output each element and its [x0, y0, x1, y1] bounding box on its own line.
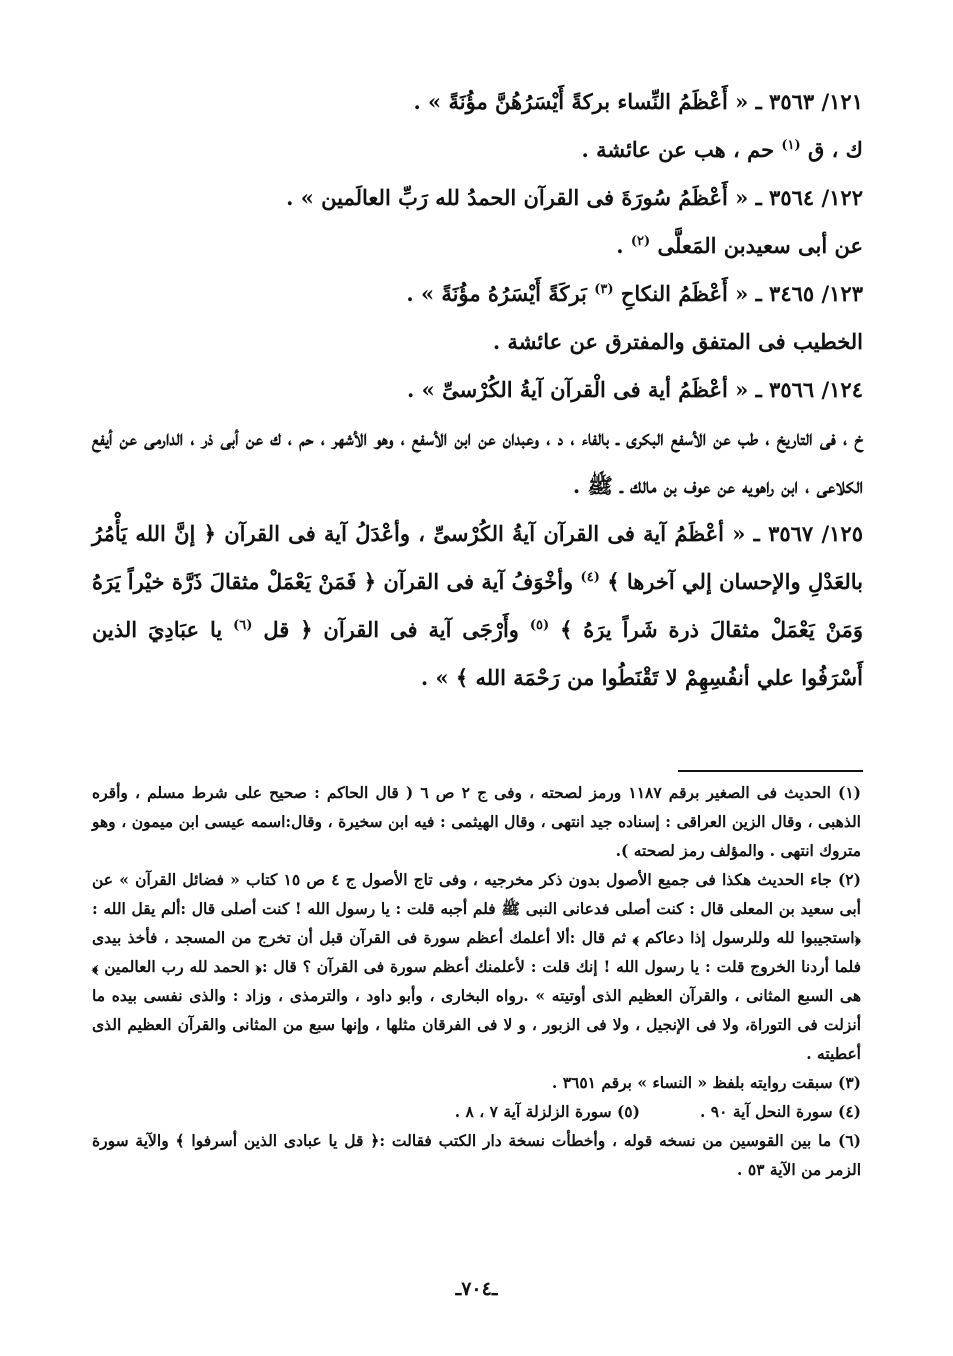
footnote-ref-5: (٥)	[529, 618, 550, 633]
footnote-row-4-5	[92, 1097, 861, 1126]
footnote-divider	[678, 770, 863, 772]
hadith-121-source-a: ك ، ق	[807, 137, 863, 162]
hadith-122-text: ١٢٢/ ٣٥٦٤ ـ « أَعْظَمُ سُورَةَ فى القرآن الحمدُ لله رَبِّ العالَمين » .	[286, 185, 863, 210]
hadith-122	[92, 174, 863, 222]
hadith-121-source	[92, 126, 863, 174]
footnote-3: (٣) سبقت روايته بلفظ « النساء » برقم ٣٦٥١ .	[551, 1073, 861, 1092]
hadith-125-text-a: ١٢٥/ ٣٥٦٧ ـ « أعْظَمُ آية فى القرآن آيةُ الكُرْسىِّ ، وأعْدَلُ آية فى القرآن ﴿ إنَّ الله يَأْمُرُ بالعَدْلِ والإحسان إلي آخرها ﴾	[92, 521, 864, 594]
hadith-124-source-text: خ ، فى التاريخ ، طب عن الأسفع البكرى ـ بالفاء ، د ، وعبدان عن ابن الأسفع ، وهو الأشهر ، حم ، ك عن أبى ذر ، الدارمى عن أيفع الكلاعى ، ابن راهويه عن عوف بن مالك ـ ﷺ .	[92, 425, 863, 498]
hadith-125-text-b: وأخْوَفُ آية فى القرآن ﴿ فَمَنْ يَعْمَلْ مثقالَ ذَرَّة خيْراً يَرَهُ وَمَنْ يَعْمَلْ مثقالَ ذرة شَراً يرَهُ ﴾	[92, 569, 864, 642]
hadith-122-source-text: عن أبى سعيدبن المَعلَّى	[657, 233, 863, 258]
hadith-125	[92, 510, 863, 702]
footnote-ref-1: (١)	[781, 138, 801, 153]
hadith-122-source	[92, 222, 863, 270]
main-text	[92, 78, 863, 702]
hadith-124-source	[92, 414, 863, 510]
hadith-121	[92, 78, 863, 126]
hadith-123-source	[92, 318, 863, 366]
footnote-6: (٦) ما بين القوسين من نسخه قوله ، وأخطأت نسخة دار الكتب فقالت :﴿ قل يا عبادى الذين أسرفوا ﴾ والآية سورة الزمر من الآية ٥٣ .	[92, 1131, 861, 1179]
footnote-1: (١) الحديث فى الصغير برقم ١١٨٧ ورمز لصحته ، وفى ج ٢ ص ٦ ( قال الحاكم : صحيح على شرط مسلم ، وأقره الذهبى ، وقال الزين العراقى : إسناده جيد انتهى ، وقال الهيثمى : فيه ابن سخيرة ، وقال:اسمه عيسى ابن ميمون ، وهو متروك انتهى . والمؤلف رمز لصحته ).	[92, 783, 861, 860]
hadith-122-source-end: .	[616, 233, 624, 258]
footnote-ref-6: (٦)	[233, 618, 253, 633]
hadith-125-text-d: يا عبَادِيَ الذين أَسْرَفُوا علي أنفُسِهِمْ لا تَقْنَطُوا من رَحْمَة الله ﴾ » .	[92, 617, 863, 690]
footnote-ref-2: (٢)	[630, 234, 651, 249]
footnotes	[92, 778, 861, 1184]
footnote-4: (٤) سورة النحل آية ٩٠ .	[699, 1102, 861, 1121]
footnote-2: (٢) جاء الحديث هكذا فى جميع الأصول بدون ذكر مخرجيه ، وفى تاج الأصول ج ٤ ص ١٥ كتاب « فضائل القرآن » عن أبى سعيد بن المعلى قال : كنت أصلى فدعانى النبى ﷺ فلم أجبه قلت : يا رسول الله ! كنت أصلى قال :ألم يقل الله : ﴿استجيبوا لله وللرسول إذا دعاكم ﴾ ثم قال :ألا أعلمك أعظم سورة فى القرآن قبل أن تخرج من المسجد ، فأخذ بيدى فلما أردنا الخروج قلت : يا رسول الله ! إنك قلت : لأعلمنك أعظم سورة فى القرآن ؟ قال :﴿ الحمد لله رب العالمين ﴾ هى السبع المثانى ، والقرآن العظيم الذى أوتيته » .رواه البخارى ، وأبو داود ، والترمذى ، وزاد : والذى نفسى بيده ما أنزلت فى التوراة، ولا فى الإنجيل ، ولا فى الزبور ، و لا فى الفرقان مثلها ، وإنها سبع من المثانى والقرآن العظيم الذى أعطيته .	[92, 870, 861, 1063]
hadith-123-text-b: بَركَةً أَيْسَرُهُ مؤُنَةً » .	[406, 281, 587, 306]
hadith-124-text: ١٢٤/ ٣٥٦٦ ـ « أعْظَمُ أية فى الْقرآن آيةُ الكُرْسىِّ » .	[407, 377, 863, 402]
hadith-124	[92, 366, 863, 414]
page-number: ـ٧٠٤ـ	[455, 1278, 498, 1300]
footnote-ref-4: (٤)	[580, 570, 600, 585]
hadith-123	[92, 270, 863, 318]
footnote-ref-3: (٣)	[594, 282, 614, 297]
hadith-125-text-c: وأَرْجَى آية فى القرآن ﴿ قل	[263, 617, 519, 642]
hadith-121-source-b: حم ، هب عن عائشة .	[581, 137, 775, 162]
hadith-121-text: ١٢١/ ٣٥٦٣ ـ « أَعْظَمُ النِّساء بركةً أَيْسَرُهُنَّ مؤُنَةً » .	[413, 89, 863, 114]
hadith-123-text-a: ١٢٣/ ٣٤٦٥ ـ « أَعْظَمُ النكاحِ	[620, 281, 863, 306]
hadith-123-source-text: الخطيب فى المتفق والمفترق عن عائشة .	[492, 329, 863, 354]
footnote-5: (٥) سورة الزلزلة آية ٧ ، ٨ .	[454, 1102, 640, 1121]
